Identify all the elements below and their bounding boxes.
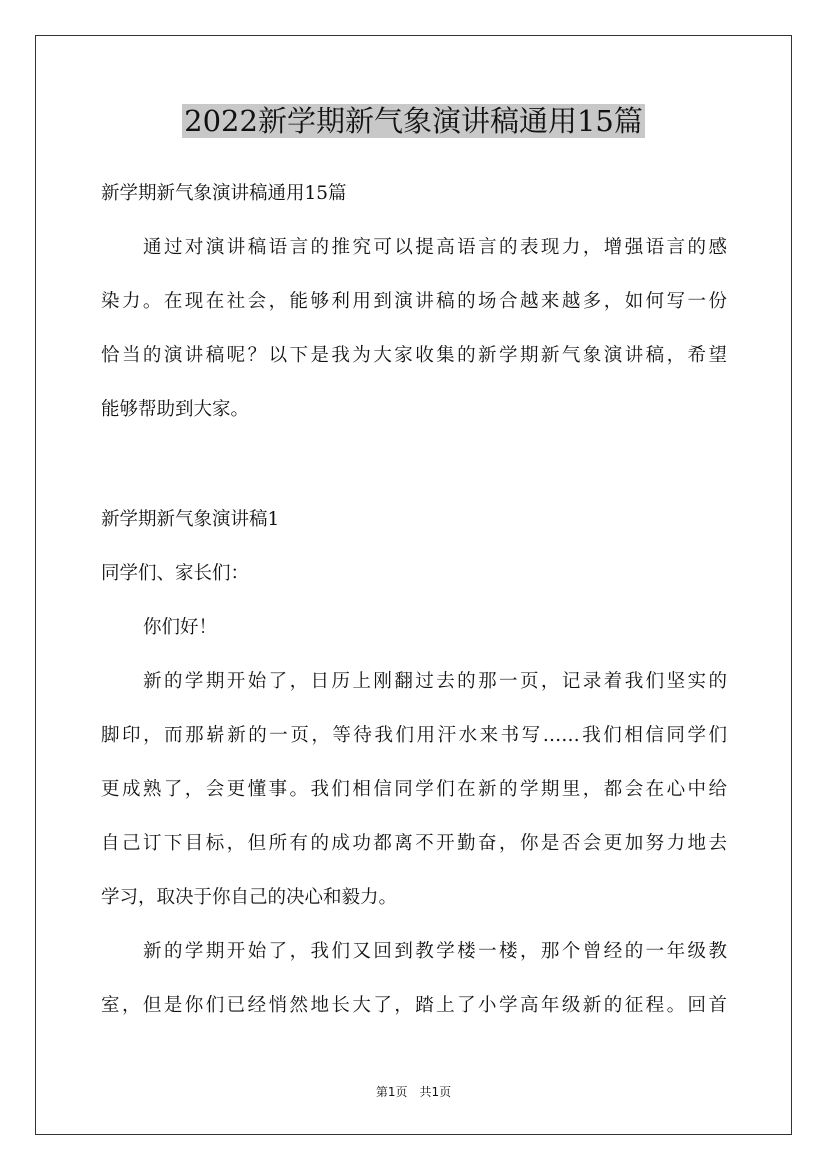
intro-line: 恰当的演讲稿呢？以下是我为大家收集的新学期新气象演讲稿，希望 bbox=[101, 345, 727, 366]
paragraph-line: 脚印，而那崭新的一页，等待我们用汗水来书写……我们相信同学们 bbox=[101, 725, 727, 746]
paragraph-line: 新的学期开始了，我们又回到教学楼一楼，那个曾经的一年级教 bbox=[143, 941, 727, 962]
paragraph-line: 新的学期开始了，日历上刚翻过去的那一页，记录着我们坚实的 bbox=[143, 671, 727, 692]
intro-line: 染力。在现在社会，能够利用到演讲稿的场合越来越多，如何写一份 bbox=[101, 291, 727, 312]
document-title-text: 2022新学期新气象演讲稿通用15篇 bbox=[184, 104, 643, 138]
section-heading: 新学期新气象演讲稿1 bbox=[101, 509, 280, 530]
intro-line: 能够帮助到大家。 bbox=[101, 399, 250, 420]
paragraph-line: 自己订下目标，但所有的成功都离不开勤奋，你是否会更加努力地去 bbox=[101, 833, 727, 854]
paragraph-line: 学习，取决于你自己的决心和毅力。 bbox=[101, 887, 398, 908]
page-footer: 第1页 共1页 bbox=[375, 1085, 452, 1099]
salutation: 同学们、家长们： bbox=[101, 563, 250, 584]
subtitle: 新学期新气象演讲稿通用15篇 bbox=[101, 183, 347, 204]
paragraph-line: 更成熟了，会更懂事。我们相信同学们在新的学期里，都会在心中给 bbox=[101, 779, 727, 800]
intro-line: 通过对演讲稿语言的推究可以提高语言的表现力，增强语言的感 bbox=[143, 237, 727, 258]
paragraph-line: 室，但是你们已经悄然地长大了，踏上了小学高年级新的征程。回首 bbox=[101, 995, 727, 1016]
greeting: 你们好！ bbox=[143, 617, 218, 638]
document-title bbox=[0, 100, 827, 142]
